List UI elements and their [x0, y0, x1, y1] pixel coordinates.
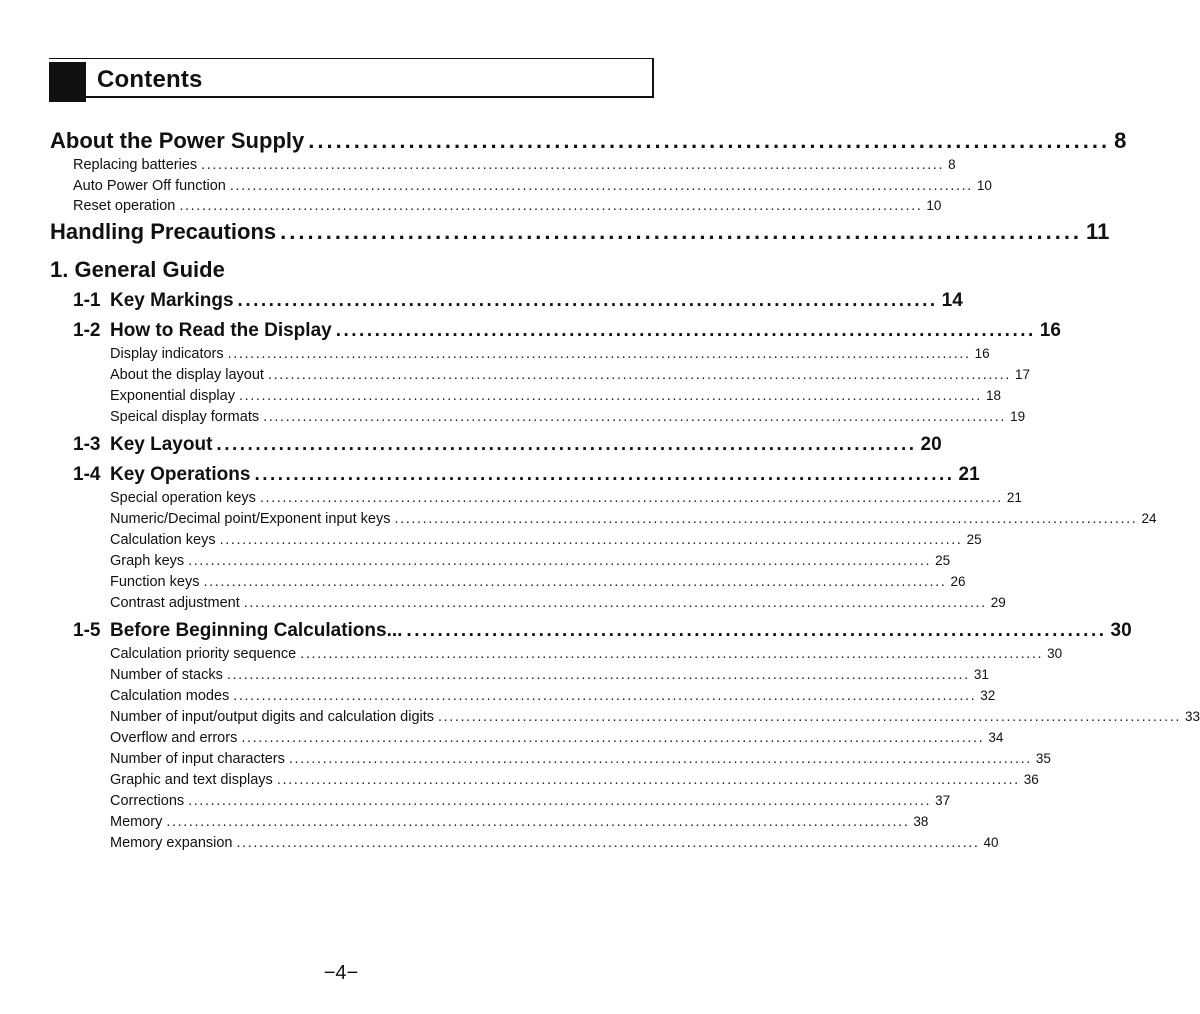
- toc-section-power-supply[interactable]: [50, 128, 1127, 156]
- toc-page-number: 24: [1141, 511, 1157, 526]
- toc-entry[interactable]: [73, 157, 956, 175]
- dot-leader: ....................................................................................................................................: [238, 388, 982, 404]
- header-black-block: [49, 62, 86, 102]
- toc-entry-label: Special operation keys: [110, 490, 256, 506]
- toc-page-number: 25: [935, 553, 951, 568]
- dot-leader: ....................................................................................................................................: [236, 835, 980, 851]
- toc-entry[interactable]: [110, 553, 951, 571]
- toc-page-number: 33: [1185, 709, 1200, 724]
- toc-entry-label: Number of stacks: [110, 667, 223, 683]
- subsection-label: Key Operations: [110, 464, 251, 485]
- dot-leader: ........................................................................................: [308, 128, 1111, 153]
- dot-leader: ....................................................................................................................................: [226, 667, 970, 683]
- toc-entry-label: Auto Power Off function: [73, 178, 226, 194]
- toc-page-number: 26: [950, 574, 966, 589]
- dot-leader: ....................................................................................................................................: [267, 367, 1011, 383]
- subsection-label: Before Beginning Calculations...: [110, 620, 403, 641]
- toc-subsection-key-operations[interactable]: [73, 464, 980, 488]
- toc-page-number: 38: [913, 814, 929, 829]
- toc-entry[interactable]: [110, 490, 1022, 508]
- toc-entry-label: Calculation priority sequence: [110, 646, 297, 662]
- toc-section-title: About the Power Supply: [50, 128, 305, 153]
- dot-leader: ....................................................................................................................................: [179, 198, 923, 214]
- toc-entry[interactable]: [110, 814, 929, 832]
- toc-page-number: 18: [985, 388, 1001, 403]
- toc-page-number: 8: [948, 157, 956, 172]
- toc-page-number: 32: [980, 688, 996, 703]
- dot-leader: ........................................................................................: [280, 219, 1083, 244]
- toc-entry-label: Number of input characters: [110, 751, 285, 767]
- dot-leader: ....................................................................................................................................: [227, 346, 971, 362]
- toc-page-number: 14: [941, 290, 963, 311]
- toc-subsection-key-markings[interactable]: [73, 290, 963, 314]
- dot-leader: ....................................................................................................................................: [233, 688, 977, 704]
- dot-leader: ....................................................................................................................................: [438, 709, 1182, 725]
- toc-page-number: 40: [983, 835, 999, 850]
- toc-entry[interactable]: [110, 574, 966, 592]
- toc-entry-label: Number of input/output digits and calculation digits: [110, 709, 435, 725]
- toc-page-number: 34: [988, 730, 1004, 745]
- toc-entry-label: Replacing batteries: [73, 157, 198, 173]
- subsection-label: Key Layout: [110, 434, 213, 455]
- toc-page-number: 21: [1006, 490, 1022, 505]
- dot-leader: ....................................................................................................................................: [166, 814, 910, 830]
- toc-page-number: 10: [976, 178, 992, 193]
- toc-entry[interactable]: [110, 388, 1001, 406]
- toc-page-number: 19: [1010, 409, 1026, 424]
- dot-leader: ....................................................................................................................................: [243, 595, 987, 611]
- dot-leader: ....................................................................................................................................: [263, 409, 1007, 425]
- toc-subsection-title: [73, 320, 332, 342]
- dot-leader: ....................................................................................................................................: [219, 532, 963, 548]
- page-title: Contents: [97, 66, 203, 93]
- toc-page-number: 29: [990, 595, 1006, 610]
- toc-page-number: 31: [973, 667, 989, 682]
- subsection-number: 1-2: [73, 320, 101, 341]
- subsection-number: 1-5: [73, 620, 101, 641]
- toc-entry-label: Memory expansion: [110, 835, 233, 851]
- toc-entry[interactable]: [110, 646, 1063, 664]
- dot-leader: ....................................................................................................................................: [201, 157, 945, 173]
- toc-subsection-read-display[interactable]: [73, 320, 1061, 344]
- toc-entry-label: Memory: [110, 814, 163, 830]
- toc-page-number: 17: [1014, 367, 1030, 382]
- toc-page-number: 30: [1047, 646, 1063, 661]
- toc-subsection-title: [73, 620, 402, 642]
- toc-entry-label: Contrast adjustment: [110, 595, 240, 611]
- toc-entry[interactable]: [110, 751, 1051, 769]
- dot-leader: ..........................................................................................: [216, 434, 917, 455]
- toc-page-number: 36: [1023, 772, 1039, 787]
- toc-page-number: 16: [974, 346, 990, 361]
- dot-leader: ....................................................................................................................................: [203, 574, 947, 590]
- dot-leader: ..........................................................................................: [335, 320, 1036, 341]
- toc-entry[interactable]: [110, 772, 1039, 790]
- dot-leader: ....................................................................................................................................: [229, 178, 973, 194]
- subsection-number: 1-4: [73, 464, 101, 485]
- toc-entry[interactable]: [110, 511, 1157, 529]
- toc-entry[interactable]: [110, 346, 990, 364]
- toc-page-number: 16: [1039, 320, 1061, 341]
- toc-subsection-title: [73, 434, 212, 456]
- subsection-number: 1-3: [73, 434, 101, 455]
- toc-page-number: 25: [966, 532, 982, 547]
- toc-entry-label: Calculation keys: [110, 532, 216, 548]
- dot-leader: ....................................................................................................................................: [188, 793, 932, 809]
- toc-entry-label: Display indicators: [110, 346, 224, 362]
- dot-leader: ..........................................................................................: [406, 620, 1107, 641]
- toc-entry-label: Calculation modes: [110, 688, 230, 704]
- toc-entry[interactable]: [110, 367, 1030, 385]
- toc-entry[interactable]: [110, 730, 1004, 748]
- toc-entry[interactable]: [110, 709, 1200, 727]
- toc-section-general-guide[interactable]: 1. General Guide: [50, 257, 225, 282]
- page-number: −4−: [323, 962, 359, 984]
- toc-subsection-key-layout[interactable]: [73, 434, 942, 458]
- dot-leader: ....................................................................................................................................: [300, 646, 1044, 662]
- toc-entry-label: Numeric/Decimal point/Exponent input keys: [110, 511, 391, 527]
- toc-entry-label: Speical display formats: [110, 409, 260, 425]
- toc-page-number: 35: [1035, 751, 1051, 766]
- toc-entry[interactable]: [73, 178, 992, 196]
- toc-entry[interactable]: [110, 688, 996, 706]
- toc-entry[interactable]: [110, 409, 1026, 427]
- toc-subsection-before-beginning[interactable]: [73, 620, 1132, 644]
- toc-page-number: 37: [935, 793, 951, 808]
- toc-entry[interactable]: [110, 793, 951, 811]
- dot-leader: ....................................................................................................................................: [241, 730, 985, 746]
- subsection-number: 1-1: [73, 290, 101, 311]
- toc-section-handling[interactable]: [50, 219, 1110, 247]
- dot-leader: ..........................................................................................: [237, 290, 938, 311]
- dot-leader: ....................................................................................................................................: [288, 751, 1032, 767]
- toc-page-number: 30: [1110, 620, 1132, 641]
- subsection-label: How to Read the Display: [110, 320, 332, 341]
- toc-entry[interactable]: [110, 667, 989, 685]
- toc-entry-label: Reset operation: [73, 198, 176, 214]
- toc-entry[interactable]: [110, 532, 982, 550]
- dot-leader: ....................................................................................................................................: [259, 490, 1003, 506]
- dot-leader: ....................................................................................................................................: [276, 772, 1020, 788]
- toc-page-number: 8: [1114, 128, 1127, 153]
- toc-entry-label: Graphic and text displays: [110, 772, 273, 788]
- toc-entry-label: Graph keys: [110, 553, 185, 569]
- toc-subsection-title: [73, 290, 234, 312]
- toc-entry-label: Function keys: [110, 574, 200, 590]
- toc-page-number: 11: [1086, 219, 1110, 244]
- toc-entry[interactable]: [110, 835, 999, 853]
- dot-leader: ....................................................................................................................................: [188, 553, 932, 569]
- dot-leader: ..........................................................................................: [254, 464, 955, 485]
- toc-entry[interactable]: [73, 198, 942, 216]
- toc-entry[interactable]: [110, 595, 1006, 613]
- toc-page-number: 10: [926, 198, 942, 213]
- toc-entry-label: Overflow and errors: [110, 730, 238, 746]
- toc-page-number: 20: [920, 434, 942, 455]
- subsection-label: Key Markings: [110, 290, 234, 311]
- toc-page-number: 21: [958, 464, 980, 485]
- toc-entry-label: Exponential display: [110, 388, 235, 404]
- toc-section-title: Handling Precautions: [50, 219, 277, 244]
- toc-subsection-title: [73, 464, 250, 486]
- toc-entry-label: Corrections: [110, 793, 185, 809]
- dot-leader: ....................................................................................................................................: [394, 511, 1138, 527]
- toc-entry-label: About the display layout: [110, 367, 264, 383]
